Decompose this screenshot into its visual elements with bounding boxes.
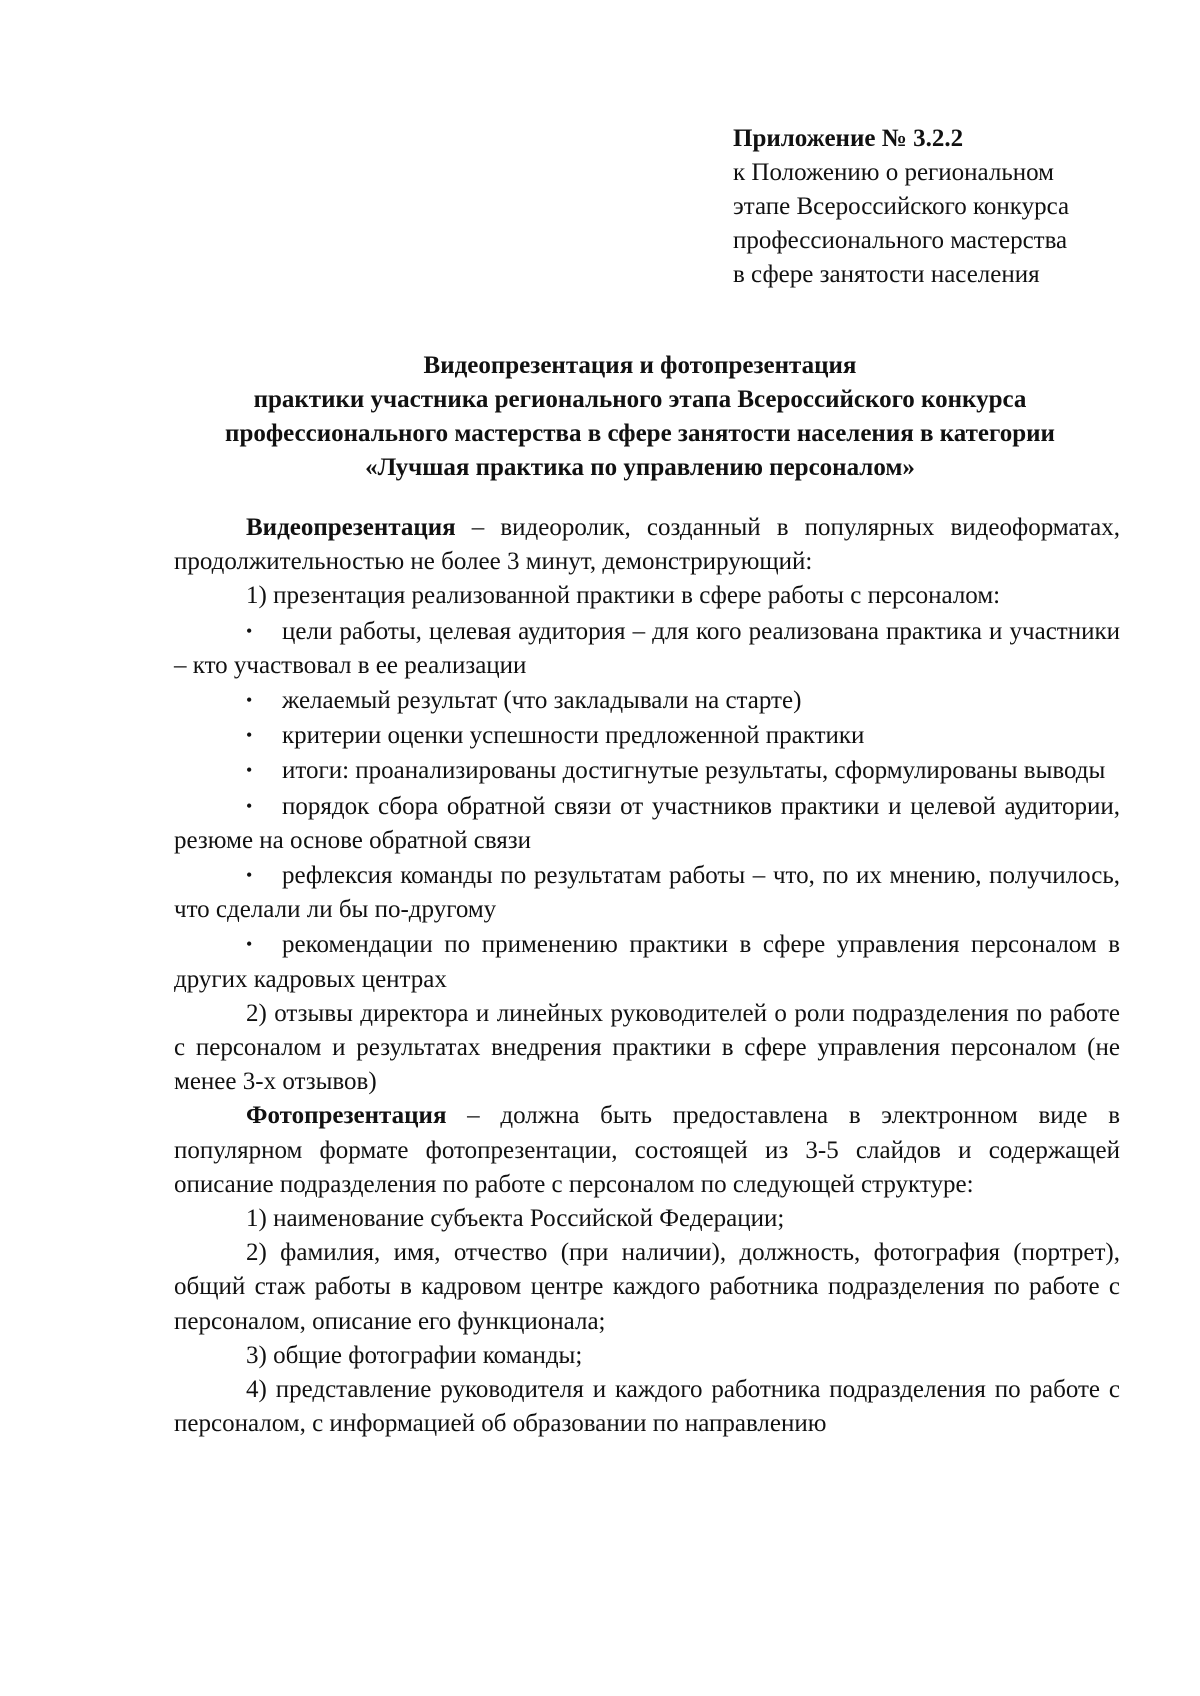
video-term: Видеопрезентация: [246, 514, 456, 541]
title-line: практики участника регионального этапа Всероссийского конкурса: [253, 386, 1027, 413]
appendix-header: [733, 122, 1153, 292]
video-bullet: [174, 614, 1120, 683]
appendix-line: профессионального мастерства: [733, 227, 1068, 254]
bullet-text: желаемый результат (что закладывали на старте): [282, 687, 802, 715]
document-body: [174, 511, 1120, 1441]
bullet-icon: •: [246, 865, 253, 886]
bullet-text: рекомендации по применению практики в сфере управления персоналом в других кадровых центрах: [174, 931, 1120, 993]
bullet-icon: •: [246, 725, 253, 746]
photo-item: 1) наименование субъекта Российской Федерации;: [246, 1205, 785, 1233]
appendix-title: Приложение № 3.2.2: [733, 125, 964, 152]
bullet-icon: •: [246, 690, 253, 711]
photo-paragraph: [174, 1099, 1120, 1202]
video-bullet: [174, 927, 1120, 996]
appendix-line: к Положению о региональном: [733, 159, 1054, 186]
appendix-line: в сфере занятости населения: [733, 261, 1040, 288]
title-line: «Лучшая практика по управлению персоналом»: [365, 454, 915, 481]
bullet-text: порядок сбора обратной связи от участников практики и целевой аудитории, резюме на основе обратной связи: [174, 792, 1120, 854]
bullet-icon: •: [246, 795, 253, 816]
video-bullet: [174, 683, 1120, 718]
appendix-line: этапе Всероссийского конкурса: [733, 193, 1070, 220]
bullet-icon: •: [246, 620, 253, 641]
photo-item: 3) общие фотографии команды;: [246, 1341, 583, 1369]
video-definition: – видеоролик, созданный в популярных видеоформатах, продолжительностью не более 3 минут, демонстрирующий:: [174, 514, 1120, 576]
bullet-text: цели работы, целевая аудитория – для кого реализована практика и участники – кто участвовал в ее реализации: [174, 617, 1120, 679]
title-line: профессионального мастерства в сфере занятости населения в категории: [225, 420, 1055, 447]
document-title: [160, 349, 1120, 485]
bullet-text: рефлексия команды по результатам работы – что, по их мнению, получилось, что сделали ли бы по-другому: [174, 862, 1120, 924]
photo-definition: – должна быть предоставлена в электронном виде в популярном формате фотопрезентации, состоящей из 3-5 слайдов и содержащей описание подразделения по работе с персоналом по следующей структуре:: [174, 1102, 1120, 1198]
bullet-text: итоги: проанализированы достигнутые результаты, сформулированы выводы: [282, 757, 1106, 785]
photo-item: 4) представление руководителя и каждого работника подразделения по работе с персоналом, с информацией об образовании по направлению: [174, 1376, 1120, 1438]
video-bullet: [174, 718, 1120, 753]
bullet-icon: •: [246, 760, 253, 781]
photo-term: Фотопрезентация: [246, 1102, 447, 1130]
bullet-icon: •: [246, 934, 253, 955]
bullet-text: критерии оценки успешности предложенной практики: [282, 722, 865, 750]
video-bullet: [174, 753, 1120, 788]
title-line: Видеопрезентация и фотопрезентация: [423, 352, 857, 379]
video-item-1: 1) презентация реализованной практики в сфере работы с персоналом:: [246, 582, 1001, 610]
photo-item: 2) фамилия, имя, отчество (при наличии), должность, фотография (портрет), общий стаж работы в кадровом центре каждого работника подразделения по работе с персоналом, описание его функционала;: [174, 1239, 1120, 1335]
video-bullet: [174, 858, 1120, 927]
video-bullet: [174, 789, 1120, 858]
video-paragraph: [174, 511, 1120, 579]
video-item-2: 2) отзывы директора и линейных руководителей о роли подразделения по работе с персоналом и результатах внедрения практики в сфере управления персоналом (не менее 3-х отзывов): [174, 999, 1120, 1096]
